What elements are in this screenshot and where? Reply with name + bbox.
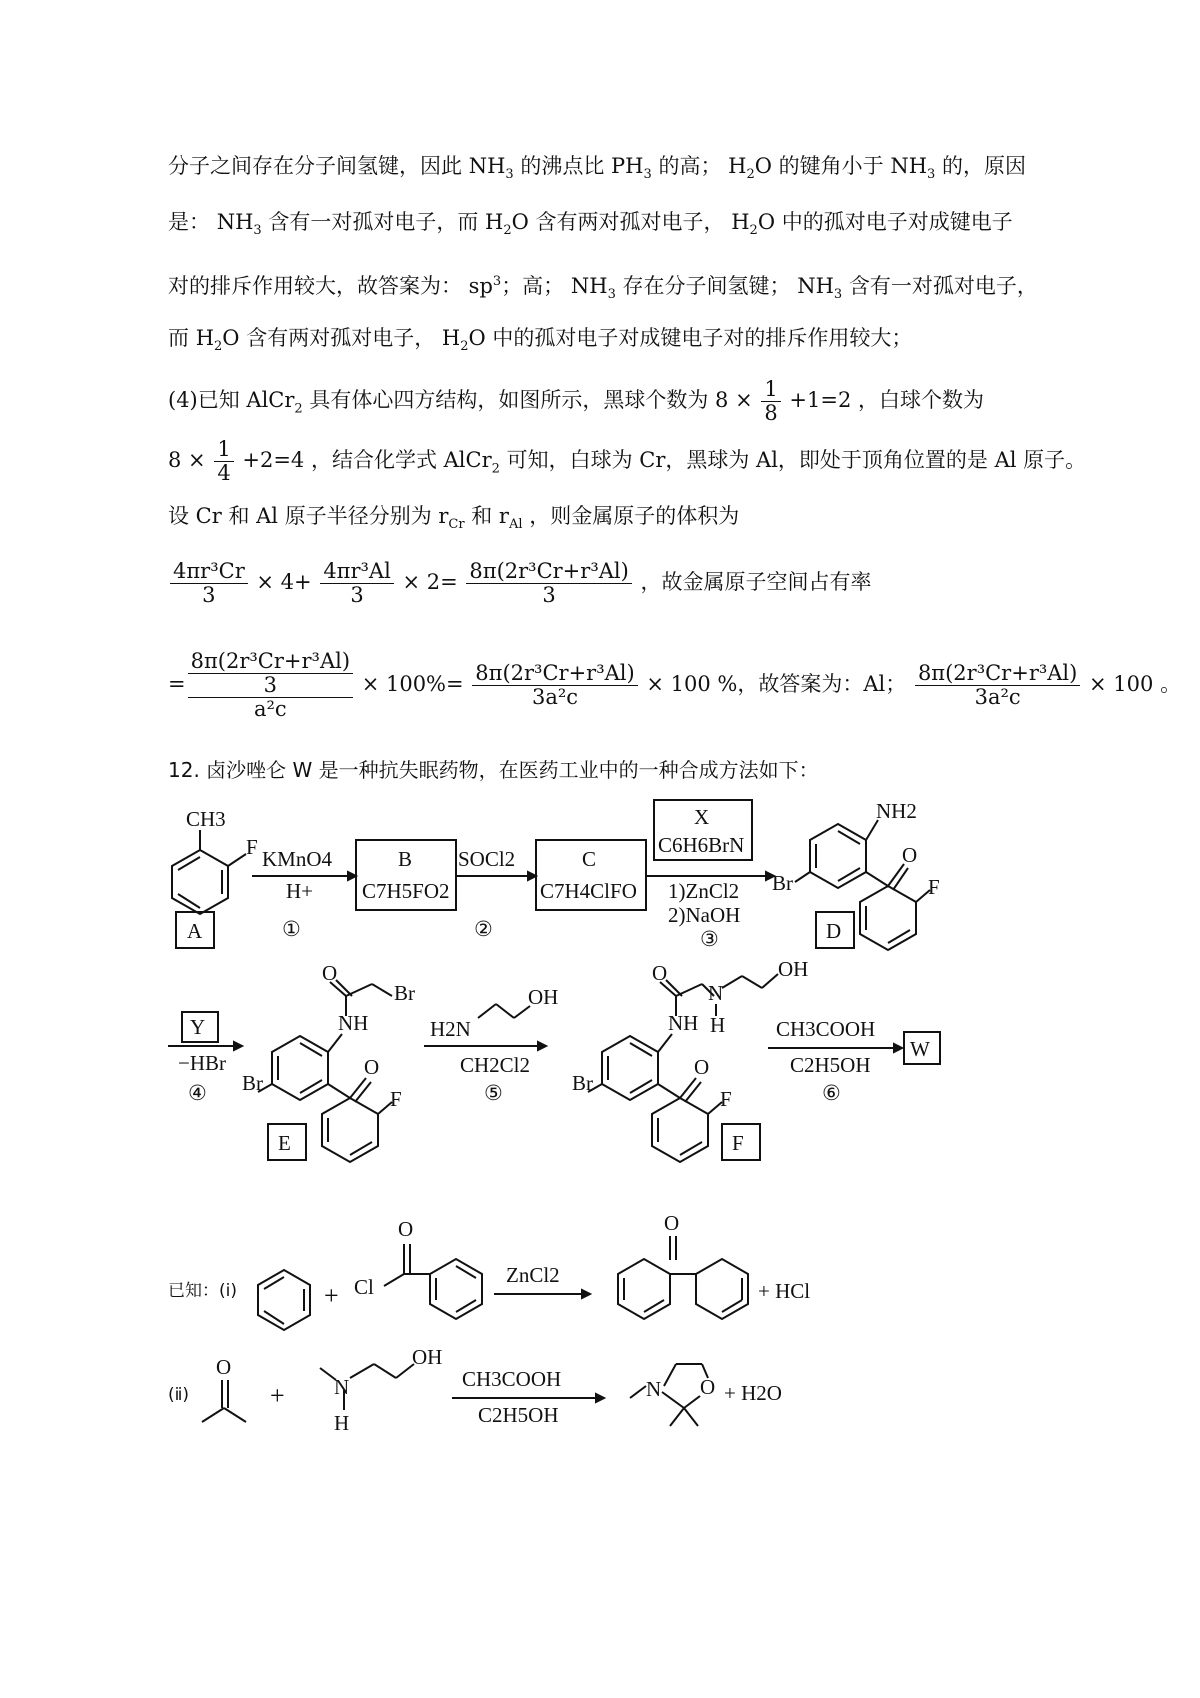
label-E-F: F <box>390 1087 402 1111</box>
fraction-1-4: $\frac{1}{4}$ <box>214 438 233 485</box>
reagent-ch3cooh: CH3COOH <box>776 1017 876 1041</box>
label-Y: Y <box>190 1015 206 1039</box>
label-F-F: F <box>720 1087 732 1111</box>
label-D: D <box>826 919 842 943</box>
known-zncl2: ZnCl2 <box>506 1263 560 1287</box>
step-1: ① <box>282 917 301 941</box>
known-hcl: + HCl <box>758 1279 811 1303</box>
reagent-kmno4: KMnO4 <box>262 847 333 871</box>
label-F-N: N <box>708 981 724 1005</box>
known-O-2: O <box>664 1211 680 1235</box>
label-D-nh2: NH2 <box>876 799 917 823</box>
label-X: X <box>694 805 710 829</box>
known-ch3cooh: CH3COOH <box>462 1367 562 1391</box>
known-N-2: N <box>646 1377 662 1401</box>
text-line-9: = 8π(2r³Cr+r³Al) 3 a²c × 100%= $\frac{\text{8π(2r³Cr+r³Al)}}{\text{3a²c}}$ × 100 %，故答案为：Al； $\frac{\text{8π(2r³Cr+r³Al)}}{\text{3a²c}}$ × 100 。 <box>168 649 1182 722</box>
known-O-4: O <box>700 1375 716 1399</box>
text-line-7: 设 Cr 和 Al 原子半径分别为 $r_{Cr}$ 和 $r_{Al}$ ，则金属原子的体积为 <box>168 504 740 533</box>
compound-F-structure <box>588 974 778 1162</box>
fraction-al-volume: $\frac{\text{4πr³Al}}{3}$ <box>320 560 394 607</box>
known-plus-1: + <box>324 1281 339 1310</box>
label-A: A <box>187 919 203 943</box>
synthesis-scheme <box>0 790 1200 1180</box>
known-OH: OH <box>412 1345 443 1369</box>
known-Cl: Cl <box>354 1275 374 1299</box>
label-F-O2: O <box>694 1055 710 1079</box>
label-F-H: H <box>710 1013 726 1037</box>
fraction-cr-volume: $\frac{\text{4πr³Cr}}{3}$ <box>170 560 248 607</box>
label-E-Br2: Br <box>394 981 415 1005</box>
label-E: E <box>278 1131 291 1155</box>
known-h2o: + H2O <box>724 1381 782 1405</box>
step-6: ⑥ <box>822 1081 841 1105</box>
reagent-naoh: 2)NaOH <box>668 903 741 927</box>
oxazolidine <box>630 1364 708 1426</box>
known-plus-2: + <box>270 1381 285 1410</box>
known-reactions <box>0 1200 1200 1480</box>
reagent-socl2: SOCl2 <box>458 847 516 871</box>
known-c2h5oh: C2H5OH <box>478 1403 559 1427</box>
benzene-reactant <box>258 1270 310 1330</box>
question-12: 12. 卤沙唑仑 W 是一种抗失眠药物，在医药工业中的一种合成方法如下： <box>168 758 819 782</box>
label-E-NH: NH <box>338 1011 369 1035</box>
reagent-zncl2: 1)ZnCl2 <box>668 879 740 903</box>
label-B: B <box>398 847 413 871</box>
label-A-F: F <box>246 835 258 859</box>
fraction-big: 8π(2r³Cr+r³Al) 3 a²c <box>188 650 353 721</box>
text-line-6: 8 × $\frac{1}{4}$ +2=4 ，结合化学式 AlCr$_2$ 可知，白球为 Cr，黑球为 Al，即处于顶角位置的是 Al 原子。 <box>168 437 1087 486</box>
label-F-NH: NH <box>668 1011 699 1035</box>
known-label-i: 已知：(ⅰ) <box>168 1281 237 1301</box>
benzophenone <box>618 1236 748 1319</box>
reagent-oh: OH <box>528 985 559 1009</box>
label-F-Br: Br <box>572 1071 593 1095</box>
label-ch3: CH3 <box>186 807 226 831</box>
step-5: ⑤ <box>484 1081 503 1105</box>
formula-B: C7H5FO2 <box>362 879 450 903</box>
reagent-h-plus: H+ <box>286 879 314 903</box>
step-2: ② <box>474 917 493 941</box>
text-line-3: 对的排斥作用较大，故答案为： $sp^3$；高； $NH_3$ 存在分子间氢键； $NH_3$ 含有一对孤对电子， <box>168 274 1038 303</box>
label-W: W <box>910 1037 930 1061</box>
label-E-Br: Br <box>242 1071 263 1095</box>
benzoyl-chloride <box>384 1244 482 1319</box>
label-D-Br: Br <box>772 871 793 895</box>
reagent-ch2cl2: CH2Cl2 <box>460 1053 531 1077</box>
label-E-O1: O <box>322 961 338 985</box>
reagent-h2n: H2N <box>430 1017 471 1041</box>
known-O-1: O <box>398 1217 414 1241</box>
formula-X: C6H6BrN <box>658 833 745 857</box>
acetone <box>202 1380 246 1422</box>
label-F-OH: OH <box>778 957 809 981</box>
fraction-1-8: $\frac{1}{8}$ <box>761 378 780 425</box>
reagent-hbr: −HBr <box>178 1051 227 1075</box>
text-line-5: (4)已知 AlCr$_2$ 具有体心四方结构，如图所示，黑球个数为 8 × $\frac{1}{8}$ +1=2 ，白球个数为 <box>168 377 984 426</box>
label-F-O1: O <box>652 961 668 985</box>
label-D-F: F <box>928 875 940 899</box>
text-line-8: $\frac{\text{4πr³Cr}}{3}$ × 4+ $\frac{\text{4πr³Al}}{3}$ × 2= $\frac{\text{8π(2r³Cr+r³Al)}}{3}$ ，故金属原子空间占有率 <box>168 560 1200 607</box>
text-line-1: 分子之间存在分子间氢键，因此 $NH_3$ 的沸点比 $PH_3$ 的高； $H_2O$ 的键角小于 $NH_3$ 的，原因 <box>168 154 1026 183</box>
label-F: F <box>732 1131 744 1155</box>
label-C: C <box>582 847 597 871</box>
known-N-1: N <box>334 1375 350 1399</box>
formula-C: C7H4ClFO <box>540 879 637 903</box>
label-E-O2: O <box>364 1055 380 1079</box>
known-O-3: O <box>216 1355 232 1379</box>
known-label-ii: (ⅱ) <box>168 1385 190 1405</box>
step-3: ③ <box>700 927 719 951</box>
fraction-total-volume: $\frac{\text{8π(2r³Cr+r³Al)}}{3}$ <box>466 560 631 607</box>
text-line-4: 而 $H_2O$ 含有两对孤对电子， $H_2O$ 中的孤对电子对成键电子对的排斥作用较大； <box>168 326 913 355</box>
step-4: ④ <box>188 1081 207 1105</box>
fraction-answer: $\frac{\text{8π(2r³Cr+r³Al)}}{\text{3a²c}}$ <box>915 662 1080 709</box>
reagent-c2h5oh: C2H5OH <box>790 1053 871 1077</box>
known-H-1: H <box>334 1411 350 1435</box>
fraction-rate: $\frac{\text{8π(2r³Cr+r³Al)}}{\text{3a²c}}$ <box>472 662 637 709</box>
label-D-O: O <box>902 843 918 867</box>
text-line-2: 是： $NH_3$ 含有一对孤对电子，而 $H_2O$ 含有两对孤对电子， $H_2O$ 中的孤对电子对成键电子 <box>168 210 1013 239</box>
compound-A-structure <box>172 830 246 914</box>
